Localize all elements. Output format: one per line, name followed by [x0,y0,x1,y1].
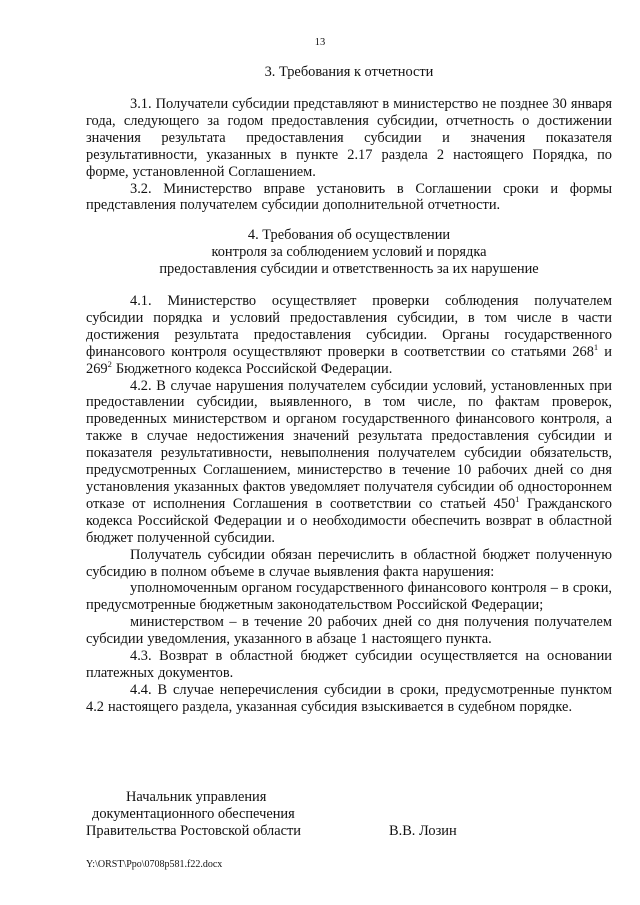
signature-position-line-2: документационного обеспечения [92,806,295,822]
paragraph-4-2-obligation: Получатель субсидии обязан перечислить в областной бюджет полученную субсидию в полном объеме в случае выявления факта нарушения: [86,546,612,580]
paragraph-4-1-text-b: и 269 [86,343,612,377]
signature-block [86,789,612,840]
paragraph-3-1: 3.1. Получатели субсидии представляют в министерство не позднее 30 января года, следующего за годом предоставления субсидии, отчетность о достижении значения результата предоставления субсидии и значения показателя результативности, указанных в пункте 2.17 раздела 2 настоящего Порядка, по форме, установленной Соглашением. [86,96,612,180]
paragraph-4-2-item-1: уполномоченным органом государственного финансового контроля – в сроки, предусмотренные бюджетным законодательством Российской Федерации; [86,580,612,614]
section-3-heading: 3. Требования к отчетности [264,64,434,80]
paragraph-4-1-text-a: 4.1. Министерство осуществляет проверки соблюдения получателем субсидии порядка и условий предоставления субсидии, в том числе в части достижения результата предоставления субсидии. Органы государственного финансового контроля осуществляют проверки в соответствии со статьями 268 [86,293,612,360]
signatory-name: В.В. Лозин [389,823,457,839]
paragraph-4-3: 4.3. Возврат в областной бюджет субсидии осуществляется на основании платежных документов. [86,648,612,681]
paragraph-3-2: 3.2. Министерство вправе установить в Соглашении сроки и формы представления получателем субсидии дополнительной отчетности. [86,180,612,214]
article-450-superscript: 1 [515,493,520,504]
paragraph-4-2-item-2: министерством – в течение 20 рабочих дней со дня получения получателем субсидии уведомления, указанного в абзаце 1 настоящего пункта. [86,614,612,648]
paragraph-4-1-text-c: Бюджетного кодекса Российской Федерации. [111,360,393,377]
signature-position-line-3: Правительства Ростовской области [86,823,301,839]
section-4-heading-line-1: 4. Требования об осуществлении [247,227,451,243]
signature-position-line-1: Начальник управления [126,789,267,805]
paragraph-4-2-text-a: 4.2. В случае нарушения получателем субсидии условий, установленных при предоставлении субсидии, выявленного, в том числе, по фактам проверок, проведенных министерством и органом государственного финансового контроля, а также в случае недостижения значений результата предоставления субсидии и показателя результативности, невыполнения получателем субсидии обязательств, предусмотренных Соглашением, министерство в течение 10 рабочих дней со дня установления указанных фактов уведомляет получателя субсидии об одностороннем отказе от исполнения Соглашения в соответствии со статьей 450 [86,377,612,512]
page-number: 13 [314,37,326,48]
paragraph-4-4: 4.4. В случае неперечисления субсидии в сроки, предусмотренные пунктом 4.2 настоящего раздела, указанная субсидия взыскивается в судебном порядке. [86,681,612,715]
section-4-heading [86,227,612,278]
section-3-body [86,96,612,214]
paragraph-4-2 [86,378,612,547]
article-269-superscript: 2 [107,358,112,369]
section-4-heading-line-3: предоставления субсидии и ответственность за их нарушение [159,261,539,277]
section-4-heading-line-2: контроля за соблюдением условий и порядка [211,244,487,260]
section-4-body [86,293,612,716]
footer-file-path: Y:\ORST\Ppo\0708p581.f22.docx [86,859,223,870]
paragraph-4-1 [86,293,612,378]
article-268-superscript: 1 [593,341,599,352]
paragraph-4-2-text-b: Гражданского кодекса Российской Федерации и о необходимости обеспечить возврат в областной бюджет полученной субсидии. [86,495,612,546]
